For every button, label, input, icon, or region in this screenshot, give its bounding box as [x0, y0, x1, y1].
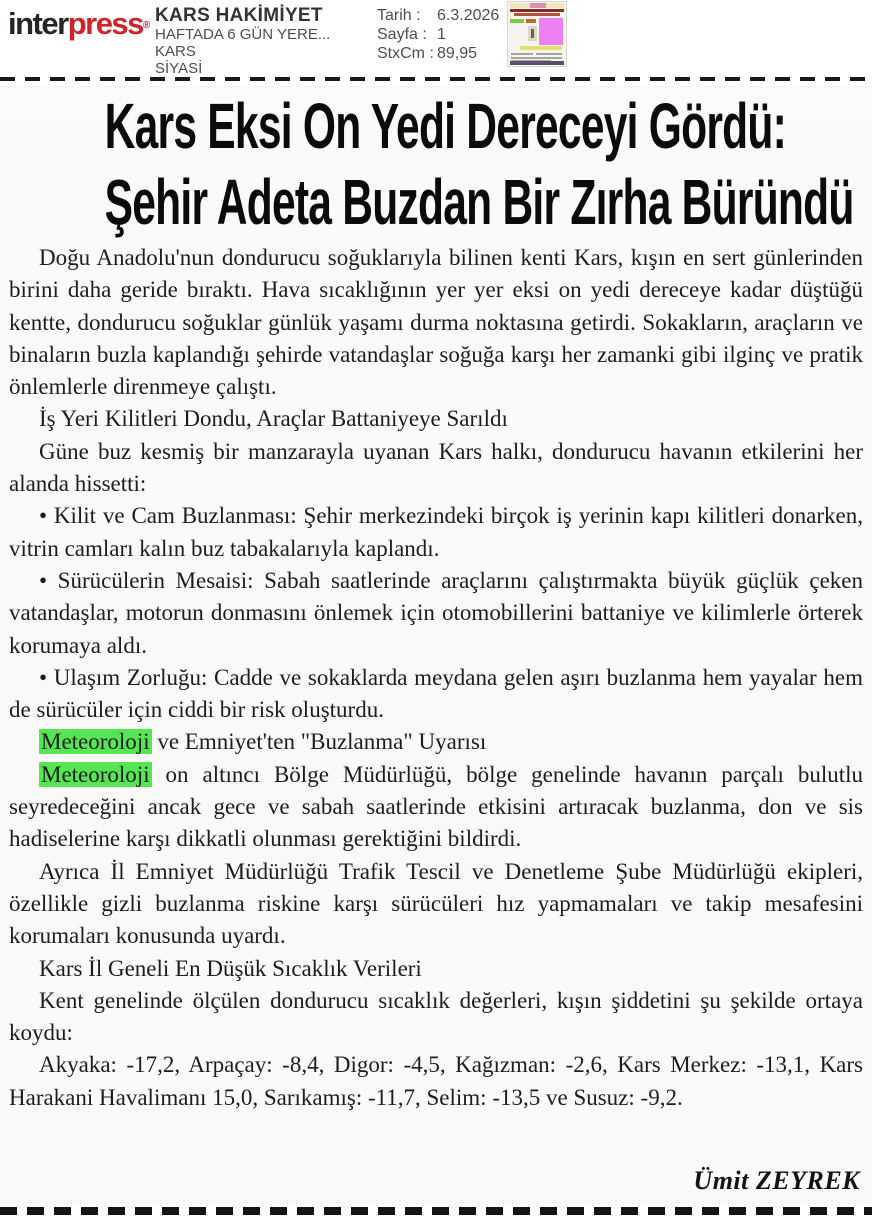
publication-name: KARS HAKİMİYET	[155, 5, 323, 26]
thumbnail-footer-strip	[510, 61, 564, 65]
thumbnail-article-highlight	[539, 18, 563, 45]
paragraph-text: Güne buz kesmiş bir manzarayla uyanan Kars halkı, dondurucu havanın etkilerini her alanda hissetti:	[9, 438, 863, 497]
paragraph-text: İş Yeri Kilitleri Dondu, Araçlar Battaniyeye Sarıldı	[39, 406, 508, 432]
article-paragraph	[9, 436, 863, 501]
article-paragraph	[9, 985, 863, 1050]
headline-line-1: Kars Eksi On Yedi Dereceyi Gördü:	[104, 89, 787, 162]
thumbnail-red-tag	[526, 19, 536, 23]
publication-category: SİYASİ	[155, 60, 203, 77]
dashed-divider-top	[0, 77, 872, 81]
registered-mark-icon: ®	[142, 20, 151, 31]
interpress-logo	[8, 8, 150, 39]
paragraph-text: • Sürücülerin Mesaisi: Sabah saatlerinde araçlarını çalıştırmakta büyük güçlük çeken vatandaşlar, motorun donmasını önlemek için otomobillerini battaniye ve kilimlerle örterek korumaya aldı.	[9, 567, 863, 658]
article-headline	[0, 88, 872, 240]
article-paragraph	[9, 759, 863, 856]
logo-text-press: press	[67, 6, 143, 41]
thumbnail-headline-bar	[510, 9, 564, 12]
thumbnail-photo-figure	[531, 29, 534, 38]
thumbnail-text-line	[511, 57, 562, 59]
headline-line-2: Şehir Adeta Buzdan Bir Zırha Büründü	[104, 165, 854, 238]
paragraph-text: on altıncı Bölge Müdürlüğü, bölge genelinde havanın parçalı bulutlu seyredeceğini ancak gece ve sabah saatlerinde etkisini artıracak buzlanma, don ve sis hadiselerine karşı dikkatli olunması gerektiğini bildirdi.	[9, 761, 863, 852]
article-paragraph	[9, 500, 863, 565]
paragraph-text: • Kilit ve Cam Buzlanması: Şehir merkezindeki birçok iş yerinin kapı kilitleri donarken, vitrin camları kalın buz tabakalarıyla kaplandı.	[9, 503, 863, 561]
meta-row-page	[377, 25, 499, 44]
thumbnail-subheadline-bar	[514, 13, 560, 16]
article-paragraph	[9, 1049, 863, 1114]
paragraph-text: ve Emniyet'ten "Buzlanma" Uyarısı	[151, 729, 487, 755]
publication-city: KARS	[155, 43, 196, 60]
meta-row-date	[377, 6, 499, 25]
article-paragraph	[9, 403, 863, 435]
meta-value-date: 6.3.2026	[437, 7, 500, 24]
paragraph-text: Akyaka: -17,2, Arpaçay: -8,4, Digor: -4,5, Kağızman: -2,6, Kars Merkez: -13,1, Kars Harakani Havalimanı 15,0, Sarıkamış: -11,7, Selim: -13,5 ve Susuz: -9,2.	[9, 1052, 863, 1110]
page-thumbnail	[508, 2, 566, 66]
paragraph-text: • Ulaşım Zorluğu: Cadde ve sokaklarda meydana gelen aşırı buzlanma hem yayalar hem de sürücüler için ciddi bir risk oluşturdu.	[9, 664, 863, 723]
article-byline: Ümit ZEYREK	[693, 1166, 860, 1195]
dashed-divider-bottom	[0, 1207, 872, 1215]
publication-frequency: HAFTADA 6 GÜN YERE...	[155, 26, 331, 43]
publication-info	[155, 6, 330, 77]
article-paragraph	[9, 953, 863, 985]
article-body	[9, 242, 863, 1114]
meta-row-stxcm	[377, 44, 499, 63]
article-paragraph	[9, 856, 863, 953]
thumbnail-green-tag	[510, 19, 524, 23]
article-paragraph	[9, 662, 863, 727]
article-paragraph	[9, 242, 863, 403]
paragraph-text: Kent genelinde ölçülen dondurucu sıcaklık değerleri, kışın şiddetini şu şekilde ortaya koydu:	[9, 987, 863, 1046]
thumbnail-text-line	[536, 53, 562, 55]
meta-label-date: Tarih :	[377, 7, 421, 24]
article-paragraph	[9, 565, 863, 662]
logo-text-inter: inter	[8, 6, 68, 41]
meta-value-page: 1	[437, 26, 446, 43]
highlighted-text: Meteoroloji	[41, 761, 150, 787]
article-paragraph	[9, 726, 863, 758]
paragraph-text: Doğu Anadolu'nun dondurucu soğuklarıyla bilinen kenti Kars, kışın en sert günlerinden birini daha geride bıraktı. Hava sıcaklığının yer yer eksi on yedi dereceye kadar düştüğü kentte, dondurucu soğuklar günlük yaşamı durma noktasına getirdi. Sokakların, araçların ve binaların buzla kaplandığı şehirde vatandaşlar soğuğa karşı her zamanki gibi ilginç ve pratik önlemlerle direnmeye çalıştı.	[9, 245, 863, 400]
meta-label-page: Sayfa :	[377, 26, 427, 43]
paragraph-text: Ayrıca İl Emniyet Müdürlüğü Trafik Tescil ve Denetleme Şube Müdürlüğü ekipleri, özellikle gizli buzlanma riskine karşı sürücüleri hız yapmamaları ve takip mesafesini korumaları konusunda uyardı.	[9, 858, 863, 949]
thumbnail-text-line	[511, 53, 533, 55]
meta-label-stxcm: StxCm :	[377, 45, 434, 62]
meta-value-stxcm: 89,95	[437, 45, 478, 62]
clipping-metadata	[377, 6, 499, 63]
paragraph-text: Kars İl Geneli En Düşük Sıcaklık Verileri	[39, 955, 422, 981]
thumbnail-masthead-accent	[530, 3, 546, 8]
thumbnail-yellow-strip	[520, 46, 562, 50]
highlighted-text: Meteoroloji	[41, 729, 150, 755]
